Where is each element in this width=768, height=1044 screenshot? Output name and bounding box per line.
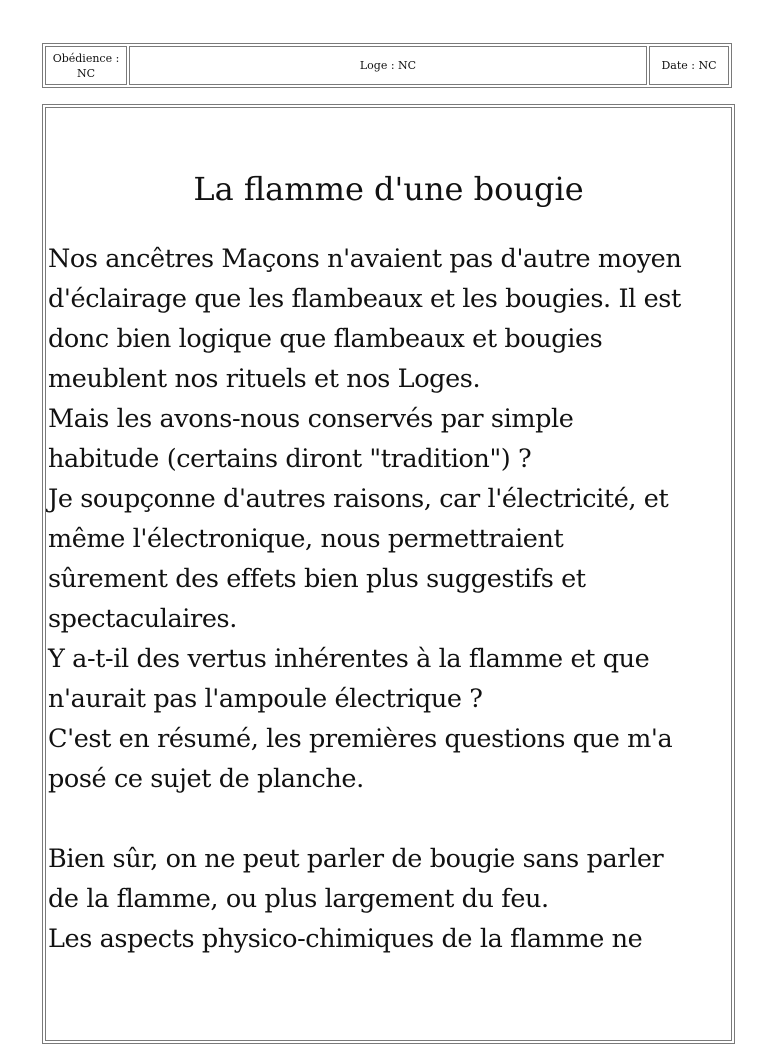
body-line: Les aspects physico-chimiques de la flamme ne: [48, 924, 643, 954]
content-frame: [42, 104, 735, 1044]
body-line: n'aurait pas l'ampoule électrique ?: [48, 684, 483, 714]
body-line: meublent nos rituels et nos Loges.: [48, 364, 481, 394]
obedience-cell: Obédience : NC: [45, 46, 127, 85]
body-line: habitude (certains diront "tradition") ?: [48, 444, 532, 474]
body-line: donc bien logique que flambeaux et bougies: [48, 324, 603, 354]
body-line: Y a-t-il des vertus inhérentes à la flamme et que: [48, 644, 650, 674]
body-line: Bien sûr, on ne peut parler de bougie sans parler: [48, 844, 664, 874]
paragraph-break: [48, 799, 731, 839]
body-line: même l'électronique, nous permettraient: [48, 524, 564, 554]
body-line: C'est en résumé, les premières questions que m'a: [48, 724, 673, 754]
body-line: de la flamme, ou plus largement du feu.: [48, 884, 549, 914]
loge-cell: Loge : NC: [129, 46, 647, 85]
body-line: sûrement des effets bien plus suggestifs et: [48, 564, 586, 594]
document-title: La flamme d'une bougie: [193, 170, 584, 208]
body-line: Nos ancêtres Maçons n'avaient pas d'autre moyen: [48, 244, 682, 274]
date-cell: Date : NC: [649, 46, 729, 85]
body-line: d'éclairage que les flambeaux et les bougies. Il est: [48, 284, 681, 314]
document-body: [46, 239, 731, 959]
document-header-table: [42, 43, 732, 88]
body-line: spectaculaires.: [48, 604, 237, 634]
body-line: posé ce sujet de planche.: [48, 764, 364, 794]
body-line: Je soupçonne d'autres raisons, car l'électricité, et: [48, 484, 669, 514]
content-inner-frame: [45, 107, 732, 1041]
body-line: Mais les avons-nous conservés par simple: [48, 404, 574, 434]
